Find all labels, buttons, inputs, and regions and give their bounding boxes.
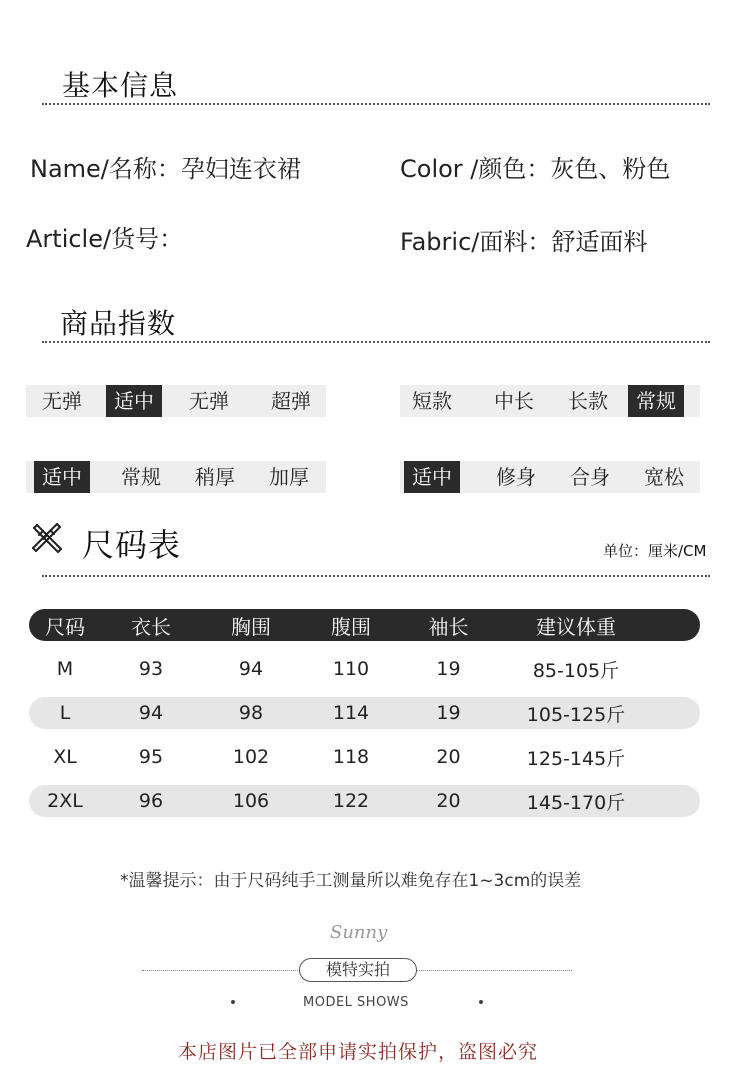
index-option-selected: 适中: [106, 385, 162, 417]
table-cell: 19: [436, 658, 461, 680]
table-cell: 110: [332, 658, 370, 680]
divider: [42, 103, 710, 105]
table-cell: 20: [436, 790, 461, 812]
table-header-cell: 建议体重: [536, 614, 616, 639]
index-option: 常规: [121, 465, 161, 489]
table-header-cell: 尺码: [45, 614, 85, 639]
table-cell: 114: [332, 702, 370, 724]
index-group-fit: [400, 461, 700, 493]
index-option: 稍厚: [195, 465, 235, 489]
size-note: *温馨提示：由于尺码纯手工测量所以难免存在1~3cm的误差: [120, 871, 582, 891]
product-article: Article/货号：: [26, 225, 184, 253]
index-group-elasticity: [26, 385, 326, 417]
table-cell: 98: [238, 702, 264, 724]
table-row: [29, 697, 700, 729]
table-cell: 2XL: [47, 790, 83, 812]
index-option: 无弹: [42, 389, 82, 413]
table-cell: 145-170斤: [526, 791, 626, 814]
index-option: 长款: [568, 389, 608, 413]
cross-tools-icon: [30, 522, 64, 556]
index-option: 修身: [496, 465, 536, 489]
divider: [42, 341, 710, 343]
index-option: 短款: [412, 389, 452, 413]
table-row: [29, 741, 700, 773]
index-option: 加厚: [269, 465, 309, 489]
table-header-cell: 衣长: [131, 614, 171, 639]
index-option: 中长: [494, 389, 534, 413]
table-cell: 118: [332, 746, 370, 768]
table-header-cell: 胸围: [231, 614, 271, 639]
table-cell: 105-125斤: [526, 703, 626, 726]
table-cell: 19: [436, 702, 461, 724]
index-heading: 商品指数: [60, 307, 177, 340]
table-cell: 102: [232, 746, 270, 768]
table-cell: 94: [138, 702, 164, 724]
index-option: 超弹: [271, 389, 311, 413]
size-chart-unit: 单位：厘米/CM: [603, 542, 707, 560]
product-name: Name/名称：孕妇连衣裙: [30, 155, 301, 183]
table-cell: 94: [238, 658, 264, 680]
index-group-length: [400, 385, 700, 417]
index-option-selected: 常规: [628, 385, 684, 417]
size-table-header: [29, 609, 700, 641]
copyright-notice: 本店图片已全部申请实拍保护，盗图必究: [178, 1041, 539, 1063]
product-fabric: Fabric/面料：舒适面料: [400, 228, 648, 256]
index-option-selected: 适中: [34, 461, 90, 493]
table-cell: 96: [138, 790, 164, 812]
product-color: Color /颜色：灰色、粉色: [400, 155, 671, 183]
table-cell: 20: [436, 746, 461, 768]
table-row: [29, 653, 700, 685]
size-chart-heading: 尺码表: [82, 526, 182, 564]
table-header-cell: 袖长: [428, 614, 469, 639]
model-sub: MODEL SHOWS: [303, 995, 409, 1010]
table-cell: XL: [53, 746, 77, 768]
basic-info-heading: 基本信息: [62, 69, 179, 102]
table-cell: 93: [138, 658, 164, 680]
table-cell: 125-145斤: [526, 747, 626, 770]
table-cell: 95: [138, 746, 164, 768]
brand-script: Sunny: [330, 922, 388, 943]
table-cell: 122: [332, 790, 370, 812]
index-option: 无弹: [189, 389, 229, 413]
table-cell: 106: [232, 790, 270, 812]
table-header-cell: 腹围: [331, 614, 371, 639]
bullet-dot: [479, 1000, 483, 1004]
index-option: 宽松: [644, 465, 684, 489]
index-option-selected: 适中: [404, 461, 460, 493]
table-row: [29, 785, 700, 817]
table-cell: M: [56, 658, 74, 680]
table-cell: L: [59, 702, 71, 724]
index-option: 合身: [570, 465, 610, 489]
divider: [42, 575, 710, 577]
index-group-thickness: [26, 461, 326, 493]
bullet-dot: [231, 1000, 235, 1004]
table-cell: 85-105斤: [532, 659, 620, 682]
model-label: 模特实拍: [299, 958, 417, 982]
